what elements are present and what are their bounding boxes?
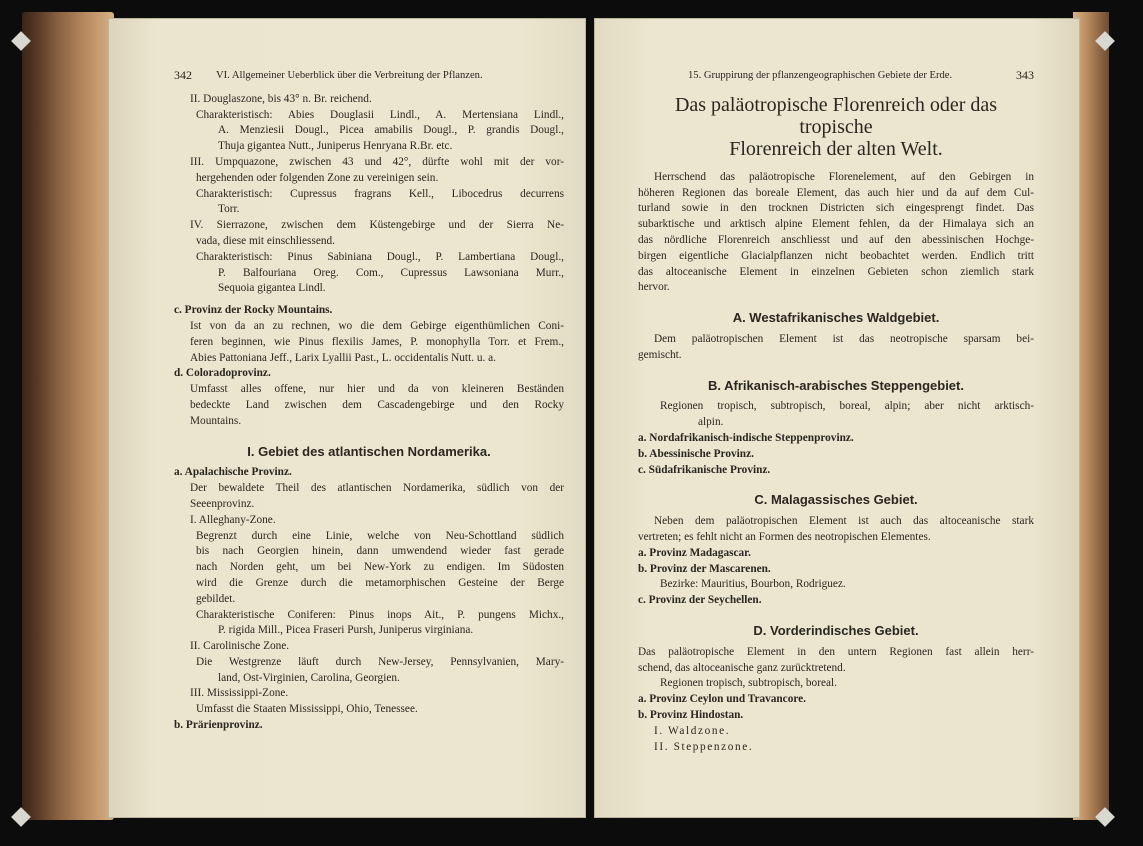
text-line: Herrschend das paläotropische Florenelement, auf den Gebirgen in [654,170,1034,183]
text-line: nach Norden geht, um bei New-York zu endigen. Im Südosten [196,561,564,574]
text-line: birgen eigentliche Glacialpflanzen nicht beobachtet werden. Endlich tritt [638,249,1034,262]
text-line: a. Nordafrikanisch-indische Steppenprovinz. [638,431,854,444]
right-running-head [638,68,1034,84]
text-line: feren beginnen, wie Pinus flexilis James, P. monophylla Torr. et Frem., [190,335,564,348]
text-line: Umfasst alles offene, nur hier und da von kleineren Beständen [190,383,564,396]
text-line: schend, das altoceanische ganz zurücktretend. [638,661,846,674]
text-line: I. Alleghany-Zone. [190,513,276,526]
text-line: Ist von da an zu rechnen, wo die dem Gebirge eigenthümlichen Coni- [190,319,564,332]
text-line: alpin. [698,416,724,429]
chapter-title [638,94,1034,160]
left-page-number: 342 [174,68,192,82]
text-line: Thuja gigantea Nutt., Juniperus Henryana R.Br. etc. [218,140,453,153]
text-line: vada, diese mit einschliessend. [196,234,335,247]
text-line: Charakteristisch: Pinus Sabiniana Dougl., P. Lambertiana Dougl., [196,250,564,263]
text-line: Abies Pattoniana Jeff., Larix Lyallii Past., L. occidentalis Nutt. u. a. [190,351,496,364]
chapter-title-line-1: Das paläotropische Florenreich oder das tropische [674,93,998,138]
text-line: Sequoia gigantea Lindl. [218,282,326,295]
section-heading: B. Afrikanisch-arabisches Steppengebiet. [708,377,964,393]
text-line: Charakteristische Coniferen: Pinus inops Ait., P. pungens Michx., [196,608,564,621]
left-page [108,18,586,818]
text-line: A. Menziesii Dougl., Picea amabilis Dougl., P. grandis Dougl., [218,124,564,137]
text-line: IV. Sierrazone, zwischen dem Küstengebirge und der Sierra Ne- [190,219,564,232]
text-line: b. Provinz Hindostan. [638,708,744,721]
text-line: Neben dem paläotropischen Element ist auch das altoceanische stark [654,515,1034,528]
text-line: gemischt. [638,348,682,361]
text-line: das nördliche Florenreich anschliesst und auf den abessinischen Hochge- [638,233,1034,246]
text-line: II. Steppenzone. [654,740,754,753]
text-line: höheren Regionen das boreale Element, das auch hier und da auf dem Cul- [638,186,1034,199]
section-heading: C. Malagassisches Gebiet. [754,492,918,508]
text-line: Regionen tropisch, subtropisch, boreal. [660,677,837,690]
left-running-head [174,68,564,84]
text-line: II. Douglaszone, bis 43° n. Br. reichend. [190,92,372,105]
text-line: subarktische und arktisch alpine Element fehlen, da der Himalaya sich an [638,218,1034,231]
text-line: c. Provinz der Rocky Mountains. [174,304,333,317]
text-line: Torr. [218,203,240,216]
text-line: I. Waldzone. [654,724,731,737]
text-line: hervor. [638,281,670,294]
text-line: a. Apalachische Provinz. [174,466,292,479]
text-line: d. Coloradoprovinz. [174,367,271,380]
right-page [594,18,1080,818]
text-line: III. Umpquazone, zwischen 43 und 42°, dürfte wohl mit der vor- [190,155,564,168]
text-line: hergehenden oder folgenden Zone zu vereinigen sein. [196,171,439,184]
text-line: c. Provinz der Seychellen. [638,594,762,607]
text-line: b. Abessinische Provinz. [638,447,754,460]
text-line: III. Mississippi-Zone. [190,687,289,700]
text-line: Mountains. [190,414,242,427]
text-line: Bezirke: Mauritius, Bourbon, Rodriguez. [660,578,846,591]
section-heading: I. Gebiet des atlantischen Nordamerika. [247,443,491,459]
right-running-title: 15. Gruppirung der pflanzengeographischen Gebiete der Erde. [688,70,953,81]
text-line: Das paläotropische Element in den untern Regionen fast allein herr- [638,645,1034,658]
text-line: Seeenprovinz. [190,497,255,510]
left-page-text [174,68,564,734]
text-line: b. Prärienprovinz. [174,719,263,732]
chapter-title-line-2: Florenreich der alten Welt. [729,137,943,160]
text-line: Begrenzt durch eine Linie, welche von Neu-Schottland südlich [196,529,564,542]
text-line: gebildet. [196,592,236,605]
right-page-number: 343 [1016,68,1034,82]
text-line: Dem paläotropischen Element ist das neotropische sparsam bei- [654,332,1034,345]
text-line: Umfasst die Staaten Mississippi, Ohio, Tenessee. [196,703,418,716]
text-line: Der bewaldete Theil des atlantischen Nordamerika, südlich von der [190,482,564,495]
text-line: c. Südafrikanische Provinz. [638,463,771,476]
right-body [638,170,1034,756]
text-line: Charakteristisch: Abies Douglasii Lindl., A. Mertensiana Lindl., [196,108,564,121]
section-heading: A. Westafrikanisches Waldgebiet. [732,310,940,326]
left-body [174,92,564,734]
right-page-text [638,68,1034,755]
text-line: Regionen tropisch, subtropisch, boreal, alpin; aber nicht arktisch- [660,400,1034,413]
text-line: Charakteristisch: Cupressus fragrans Kell., Libocedrus decurrens [196,187,564,200]
text-line: a. Provinz Madagascar. [638,546,751,559]
text-line: bis nach Georgien hinein, dann umwendend wieder fast gerade [196,545,564,558]
book-edge-left [22,12,114,820]
text-line: das altoceanische Element in einzelnen Gebieten schon ziemlich stark [638,265,1034,278]
text-line: II. Carolinische Zone. [190,640,290,653]
text-line: P. rigida Mill., Picea Fraseri Pursh, Juniperus virginiana. [218,624,474,637]
text-line: turland sowie in den trocknen Districten sich eingesprengt findet. Das [638,202,1034,215]
text-line: bedeckte Land zwischen dem Cascadengebirge und den Rocky [190,398,564,411]
text-line: land, Ost-Virginien, Carolina, Georgien. [218,671,400,684]
section-heading: D. Vorderindisches Gebiet. [753,622,919,638]
text-line: Die Westgrenze läuft durch New-Jersey, Pennsylvanien, Mary- [196,655,564,668]
text-line: vertreten; es fehlt nicht an Formen des neotropischen Elementes. [638,530,931,543]
text-line: P. Balfouriana Oreg. Com., Cupressus Lawsoniana Murr., [218,266,564,279]
text-line: a. Provinz Ceylon und Travancore. [638,693,806,706]
left-running-title: VI. Allgemeiner Ueberblick über die Verbreitung der Pflanzen. [216,70,483,81]
text-line: b. Provinz der Mascarenen. [638,562,771,575]
text-line: wird die Grenze durch die metamorphischen Gesteine der Berge [196,576,564,589]
